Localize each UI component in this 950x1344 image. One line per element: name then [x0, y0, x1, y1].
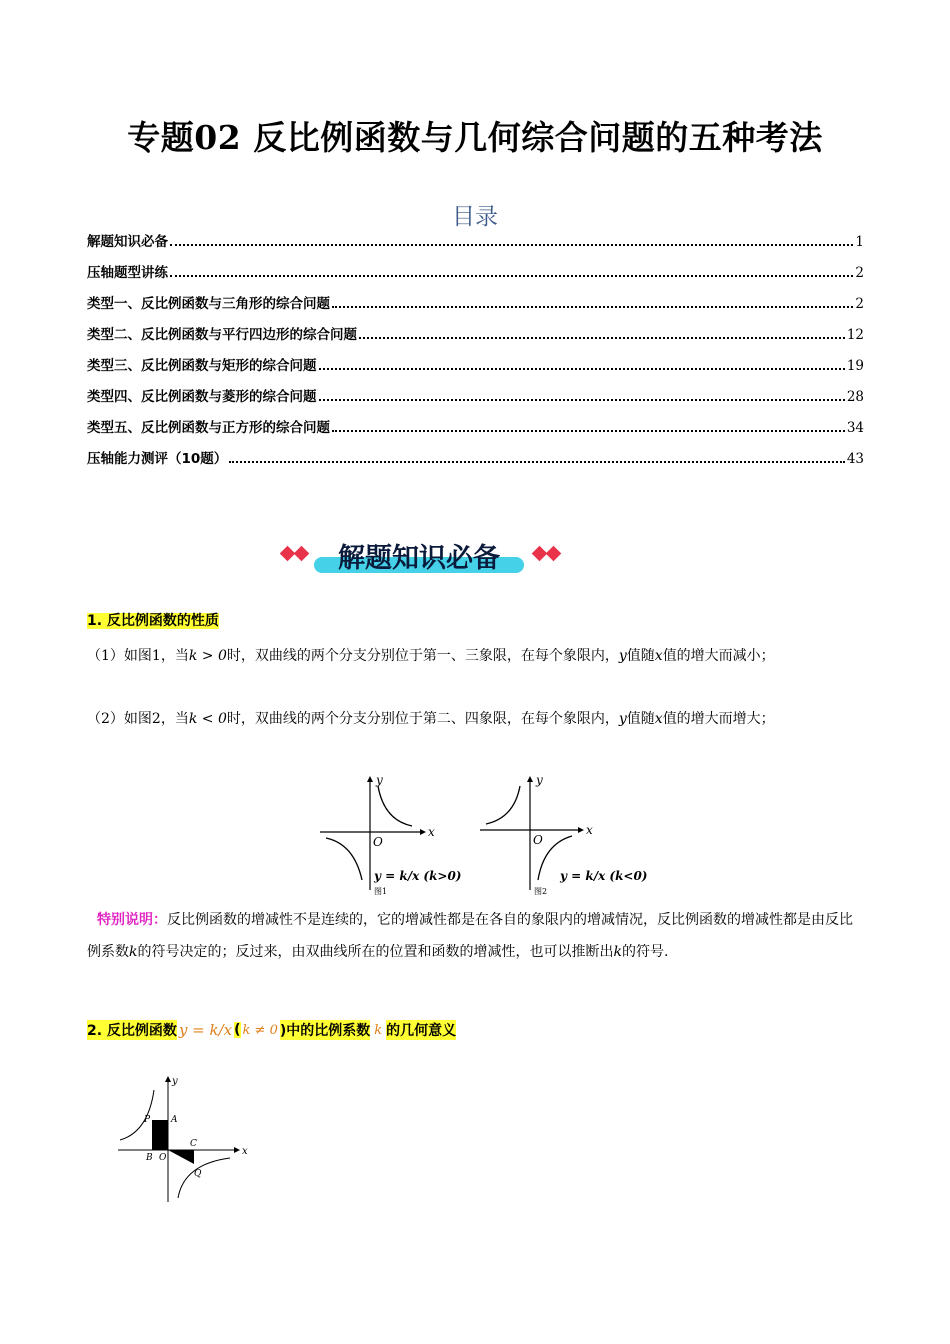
point-a: A: [171, 1115, 178, 1125]
diamond-icon: [546, 546, 562, 562]
origin-label: O: [373, 835, 383, 849]
svg-text:y: y: [172, 1076, 178, 1087]
toc-item[interactable]: 解题知识必备 1: [87, 234, 864, 250]
banner-text: 解题知识必备: [338, 543, 500, 574]
page-title: 专题02 反比例函数与几何综合问题的五种考法: [127, 118, 823, 157]
table-of-contents: [87, 230, 864, 478]
toc-heading: 目录: [452, 204, 498, 230]
section-banner: [280, 536, 570, 578]
fig2-label: 图2: [534, 887, 548, 896]
section-heading: 2. 反比例函数 y = k/x ( k ≠ 0 )中的比例系数 k 的几何意义: [87, 1021, 457, 1039]
svg-text:x: x: [242, 1146, 248, 1157]
paragraph-2: （2）如图2，当k < 0时，双曲线的两个分支分别位于第二、四象限，在每个象限内，y值随x值的增大而增大；: [87, 711, 775, 727]
fig2-formula: y = k/x (k<0): [560, 869, 648, 883]
k-geometry-figure: [112, 1070, 262, 1205]
point-c: C: [190, 1139, 197, 1149]
origin-label: O: [533, 833, 543, 847]
toc-item[interactable]: 压轴能力测评（10题） 43: [87, 451, 864, 467]
point-p: P: [144, 1115, 151, 1125]
diamond-icon: [294, 546, 310, 562]
x-axis-label: x: [428, 825, 435, 839]
y-axis-label: y: [376, 773, 383, 787]
paragraph-1: （1）如图1，当k > 0时，双曲线的两个分支分别位于第一、三象限，在每个象限内，y值随x值的增大而减小；: [87, 648, 775, 664]
section-heading: 1. 反比例函数的性质: [87, 613, 219, 629]
toc-item[interactable]: 类型四、反比例函数与菱形的综合问题 28: [87, 389, 864, 405]
point-o: O: [159, 1153, 167, 1163]
fig1-label: 图1: [374, 887, 388, 896]
point-q: Q: [194, 1169, 202, 1179]
toc-item[interactable]: 类型三、反比例函数与矩形的综合问题 19: [87, 358, 864, 374]
toc-item[interactable]: 类型二、反比例函数与平行四边形的综合问题 12: [87, 327, 864, 343]
point-b: B: [146, 1153, 153, 1163]
toc-item[interactable]: 类型一、反比例函数与三角形的综合问题 2: [87, 296, 864, 312]
x-axis-label: x: [586, 823, 593, 837]
special-note: 特别说明：反比例函数的增减性不是连续的，它的增减性都是在各自的象限内的增减情况，反比例函数的增减性都是由反比例系数k的符号决定的；反过来，由双曲线所在的位置和函数的增减性，也可以推断出k的符号.: [87, 912, 853, 960]
toc-item[interactable]: 压轴题型讲练 2: [87, 265, 864, 281]
fig1-formula: y = k/x (k>0): [374, 869, 462, 883]
hyperbola-figures: [316, 770, 648, 898]
toc-item[interactable]: 类型五、反比例函数与正方形的综合问题 34: [87, 420, 864, 436]
y-axis-label: y: [536, 773, 543, 787]
